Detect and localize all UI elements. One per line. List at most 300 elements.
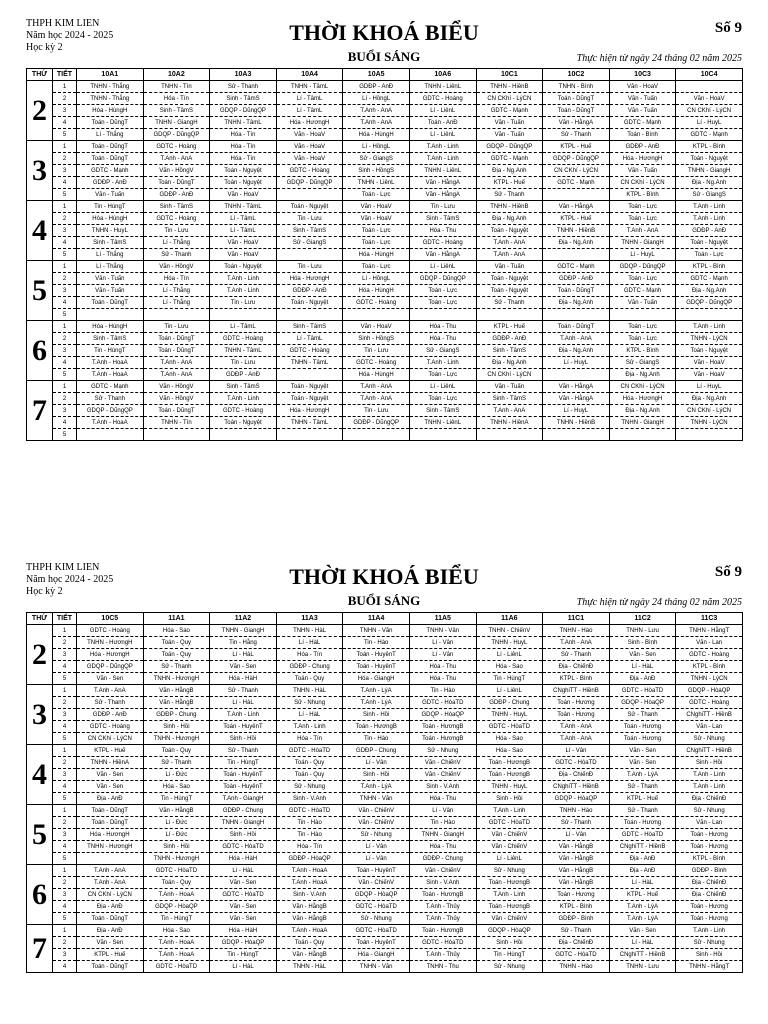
lesson-cell: Toán - DũngT (77, 141, 144, 153)
lesson-cell: TNHN - HươngH (143, 853, 210, 865)
lesson-cell: Văn - HằngB (543, 877, 610, 889)
lesson-cell: Toán - DũngT (143, 333, 210, 345)
period-cell: 4 (53, 117, 77, 129)
lesson-cell: Toán - Lực (409, 369, 476, 381)
class-column-header: 11C1 (543, 613, 610, 625)
lesson-cell: Tin - Lưu (343, 345, 410, 357)
lesson-cell: GDĐP - AnĐ (676, 225, 743, 237)
lesson-cell: Toán - Lực (609, 333, 676, 345)
lesson-cell: Sử - Thanh (476, 297, 543, 309)
lesson-cell: GDTC - Hoàng (343, 357, 410, 369)
lesson-cell: CN CKhí - LýCN (676, 405, 743, 417)
lesson-cell: Tin - HùngT (143, 793, 210, 805)
table-row (27, 177, 743, 189)
lesson-cell: Lí - LiênL (409, 129, 476, 141)
lesson-cell: Văn - HồngV (143, 261, 210, 273)
lesson-cell (676, 81, 743, 93)
lesson-cell: Địa - ChiếnĐ (676, 889, 743, 901)
lesson-cell: Lí - HàL (609, 661, 676, 673)
class-column-header: 11A5 (409, 613, 476, 625)
lesson-cell: T.Anh - LýA (609, 913, 676, 925)
lesson-cell: Toán - HuyênT (343, 937, 410, 949)
lesson-cell: Hóa - HươngH (77, 649, 144, 661)
lesson-cell: T.Anh - HoaA (77, 369, 144, 381)
lesson-cell: Văn - HoaV (609, 81, 676, 93)
lesson-cell: Toán - Hương (676, 829, 743, 841)
class-column-header: 11A3 (276, 613, 343, 625)
lesson-cell: TNHN - GiangH (210, 625, 277, 637)
lesson-cell: Tin - Lưu (276, 213, 343, 225)
lesson-cell: T.Anh - Linh (676, 769, 743, 781)
lesson-cell: Hóa - GiangH (343, 673, 410, 685)
lesson-cell: Toán - HươngB (409, 889, 476, 901)
lesson-cell: T.Anh - Linh (409, 141, 476, 153)
lesson-cell: Toán - Nguyệt (210, 165, 277, 177)
lesson-cell: Văn - HoaV (676, 357, 743, 369)
lesson-cell: Văn - Sen (77, 673, 144, 685)
lesson-cell: Văn - Tuấn (609, 105, 676, 117)
lesson-cell: CN CKhí - LýCN (77, 733, 144, 745)
lesson-cell: Hóa - Thu (409, 321, 476, 333)
lesson-cell: TNHN - Văn (343, 625, 410, 637)
lesson-cell: GDĐP - Chung (409, 853, 476, 865)
lesson-cell: Sử - Nhung (276, 697, 343, 709)
lesson-cell: Sử - Nhung (343, 913, 410, 925)
lesson-cell: KTPL - Huế (609, 889, 676, 901)
lesson-cell: Toán - Nguyệt (276, 297, 343, 309)
session-label: BUỔI SÁNG (347, 49, 421, 64)
table-row (27, 249, 743, 261)
table-row (27, 117, 743, 129)
table-row (27, 853, 743, 865)
lesson-cell: Toán - Lực (609, 201, 676, 213)
lesson-cell: GDĐP - Chung (343, 745, 410, 757)
lesson-cell: Địa - AnĐ (77, 901, 144, 913)
lesson-cell (676, 429, 743, 441)
lesson-cell: Toán - HuyênT (210, 781, 277, 793)
lesson-cell: GDTC - Mạnh (609, 285, 676, 297)
timetable (26, 612, 743, 973)
lesson-cell: GDĐP - Chung (143, 709, 210, 721)
lesson-cell: GDQP - HòaQP (409, 709, 476, 721)
lesson-cell: Sử - Thanh (77, 697, 144, 709)
lesson-cell: Hóa - HươngH (276, 405, 343, 417)
lesson-cell: KTPL - Bình (676, 141, 743, 153)
lesson-cell: Sử - Nhung (676, 733, 743, 745)
lesson-cell: GDQP - DũngQP (143, 129, 210, 141)
lesson-cell: Sử - Thanh (143, 661, 210, 673)
lesson-cell: TNHN - LýCN (676, 417, 743, 429)
lesson-cell: Lí - HuyL (543, 405, 610, 417)
period-cell: 3 (53, 889, 77, 901)
lesson-cell: TNHN - LýCN (676, 333, 743, 345)
lesson-cell: Tin - Lưu (143, 321, 210, 333)
period-cell: 3 (53, 405, 77, 417)
lesson-cell: Sử - GiangS (343, 153, 410, 165)
lesson-cell: Sử - Nhung (476, 865, 543, 877)
lesson-cell: TNHN - HiềnB (476, 81, 543, 93)
table-row (27, 297, 743, 309)
lesson-cell: GDTC - HòaTD (543, 757, 610, 769)
lesson-cell: Sử - Thanh (476, 189, 543, 201)
lesson-cell: Lí - HàL (276, 637, 343, 649)
period-column-header: TIẾT (53, 69, 77, 81)
lesson-cell: T.Anh - LýA (343, 685, 410, 697)
table-row (27, 625, 743, 637)
period-cell: 5 (53, 853, 77, 865)
lesson-cell: Lí - Đức (143, 769, 210, 781)
table-row (27, 261, 743, 273)
lesson-cell: CNghiTT - HiềnB (676, 745, 743, 757)
lesson-cell: T.Anh - GiangH (210, 793, 277, 805)
period-cell: 3 (53, 285, 77, 297)
lesson-cell: Sinh - Hồi (476, 937, 543, 949)
lesson-cell: GDTC - Hoàng (143, 141, 210, 153)
lesson-cell: GDTC - Hoàng (409, 93, 476, 105)
lesson-cell: Hóa - HàH (210, 853, 277, 865)
class-column-header: 11C2 (609, 613, 676, 625)
period-cell: 5 (53, 249, 77, 261)
period-cell: 2 (53, 757, 77, 769)
period-cell: 2 (53, 393, 77, 405)
lesson-cell: TNHN - TâmL (276, 357, 343, 369)
lesson-cell: Sinh - Hồi (143, 841, 210, 853)
lesson-cell: Lí - HàL (210, 961, 277, 973)
lesson-cell: TNHN - TâmL (210, 201, 277, 213)
lesson-cell: Toán - Lực (409, 393, 476, 405)
lesson-cell: Toán - DũngT (543, 93, 610, 105)
lesson-cell: Sinh - TâmS (77, 333, 144, 345)
lesson-cell: Toán - DũngT (77, 297, 144, 309)
lesson-cell: TNHN - Bình (543, 81, 610, 93)
lesson-cell: Sinh - TâmS (409, 405, 476, 417)
lesson-cell: Sử - GiangS (276, 237, 343, 249)
lesson-cell: T.Anh - AnA (543, 333, 610, 345)
lesson-cell: GDTC - Mạnh (77, 165, 144, 177)
lesson-cell: Hóa - Thu (409, 673, 476, 685)
effective-date: Thực hiện từ ngày 24 tháng 02 năm 2025 (576, 597, 742, 608)
lesson-cell: Toán - DũngT (543, 105, 610, 117)
lesson-cell: Toán - Hương (609, 733, 676, 745)
lesson-cell: Văn - Sen (609, 745, 676, 757)
lesson-cell: Văn - HoaV (210, 237, 277, 249)
lesson-cell: Toán - HươngB (476, 769, 543, 781)
lesson-cell: T.Anh - AnA (476, 249, 543, 261)
period-cell: 3 (53, 165, 77, 177)
table-row (27, 285, 743, 297)
table-row (27, 817, 743, 829)
lesson-cell: TNHN - HuyL (77, 225, 144, 237)
lesson-cell: T.Anh - HoaA (276, 865, 343, 877)
lesson-cell: Tin - Lưu (210, 297, 277, 309)
lesson-cell: TNHN - Tín (143, 417, 210, 429)
table-row (27, 949, 743, 961)
lesson-cell: Tin - HùngT (476, 949, 543, 961)
table-row (27, 925, 743, 937)
lesson-cell: Địa - ChiếnĐ (543, 769, 610, 781)
lesson-cell: T.Anh - LýA (609, 901, 676, 913)
lesson-cell: GDTC - HòaTD (210, 841, 277, 853)
lesson-cell: Lí - HàL (276, 709, 343, 721)
table-row (27, 81, 743, 93)
lesson-cell (210, 309, 277, 321)
lesson-cell: T.Anh - AnA (343, 117, 410, 129)
table-row (27, 709, 743, 721)
day-cell: 6 (27, 865, 53, 925)
period-cell: 5 (53, 429, 77, 441)
lesson-cell: Văn - HằngB (143, 697, 210, 709)
lesson-cell: Lí - HàL (210, 697, 277, 709)
lesson-cell: CN CKhí - LýCN (476, 93, 543, 105)
lesson-cell: Toán - HươngB (476, 757, 543, 769)
period-cell: 1 (53, 321, 77, 333)
period-cell: 3 (53, 769, 77, 781)
lesson-cell: Văn - ChiếnV (476, 841, 543, 853)
lesson-cell: Tin - Hào (276, 817, 343, 829)
lesson-cell: Văn - Lan (676, 637, 743, 649)
lesson-cell: GDĐP - Chung (276, 661, 343, 673)
lesson-cell: Toán - HuyênT (210, 721, 277, 733)
lesson-cell: Hóa - Tín (143, 93, 210, 105)
lesson-cell: KTPL - Bình (543, 901, 610, 913)
lesson-cell: Toán - Hương (543, 709, 610, 721)
timetable-page-1 (26, 18, 742, 441)
lesson-cell: Địa - ChiếnĐ (543, 661, 610, 673)
lesson-cell: Toán - Nguyệt (210, 261, 277, 273)
lesson-cell: TNHN - HươngH (77, 841, 144, 853)
lesson-cell: Hóa - HùngH (77, 321, 144, 333)
lesson-cell: TNHN - TâmL (210, 117, 277, 129)
lesson-cell: Tin - HùngT (210, 949, 277, 961)
lesson-cell: Văn - Sen (210, 877, 277, 889)
lesson-cell: TNHN - LiênL (409, 417, 476, 429)
lesson-cell: Sinh - Hồi (476, 793, 543, 805)
lesson-cell: Toán - DũngT (143, 345, 210, 357)
lesson-cell: TNHN - GiangH (609, 417, 676, 429)
lesson-cell: CN CKhí - LýCN (476, 369, 543, 381)
lesson-cell: Địa - Ng.Anh (609, 369, 676, 381)
page-title: THỜI KHOÁ BIỂU (289, 564, 479, 589)
lesson-cell: KTPL - Huế (77, 745, 144, 757)
lesson-cell: Hóa - Tín (143, 273, 210, 285)
lesson-cell: KTPL - Bình (676, 661, 743, 673)
lesson-cell: T.Anh - AnA (543, 637, 610, 649)
table-row (27, 357, 743, 369)
lesson-cell: Hóa - GiangH (343, 949, 410, 961)
lesson-cell: Sinh - TâmS (409, 213, 476, 225)
lesson-cell: Toán - DũngT (143, 405, 210, 417)
lesson-cell: Hóa - Tín (210, 141, 277, 153)
period-cell: 4 (53, 721, 77, 733)
lesson-cell: T.Anh - Linh (676, 925, 743, 937)
lesson-cell: Sử - Thanh (77, 393, 144, 405)
lesson-cell: Sinh - V.Anh (409, 877, 476, 889)
lesson-cell: GDTC - Mạnh (476, 153, 543, 165)
lesson-cell: GDTC - Mạnh (77, 381, 144, 393)
lesson-cell: GDQP - DũngQP (276, 177, 343, 189)
table-row (27, 369, 743, 381)
lesson-cell: Toán - Quy (276, 673, 343, 685)
lesson-cell: GDQP - DũngQP (609, 261, 676, 273)
table-row (27, 781, 743, 793)
class-column-header: 10C3 (609, 69, 676, 81)
period-cell: 5 (53, 309, 77, 321)
lesson-cell: GDĐP - AnĐ (609, 141, 676, 153)
period-cell: 2 (53, 153, 77, 165)
lesson-cell: TNHN - GiangH (609, 237, 676, 249)
school-year: Năm học 2024 - 2025 (26, 574, 114, 585)
lesson-cell: TNHN - LiênL (409, 81, 476, 93)
lesson-cell (143, 309, 210, 321)
lesson-cell: Sinh - Hồi (143, 721, 210, 733)
lesson-cell: GDQP - HòaQP (543, 793, 610, 805)
period-cell: 5 (53, 733, 77, 745)
lesson-cell: Toán - Hương (543, 697, 610, 709)
lesson-cell: GDĐP - Chung (476, 697, 543, 709)
lesson-cell: T.Anh - AnA (543, 721, 610, 733)
class-column-header: 11A1 (143, 613, 210, 625)
lesson-cell: Hóa - Tín (210, 129, 277, 141)
lesson-cell: Văn - Sen (210, 901, 277, 913)
lesson-cell: Văn - HằngA (543, 201, 610, 213)
lesson-cell: Lí - HàL (609, 937, 676, 949)
lesson-cell: Sử - Thanh (609, 709, 676, 721)
lesson-cell: TNHN - GiangH (143, 117, 210, 129)
lesson-cell: T.Anh - Linh (676, 213, 743, 225)
lesson-cell: Sinh - TâmS (210, 381, 277, 393)
page-title: THỜI KHOÁ BIỂU (289, 20, 479, 45)
lesson-cell: T.Anh - Thủy (409, 901, 476, 913)
lesson-cell: Toán - HuyênT (343, 865, 410, 877)
lesson-cell: Sinh - HồngS (343, 333, 410, 345)
lesson-cell: Tin - Lưu (210, 357, 277, 369)
lesson-cell: GDTC - Hoàng (276, 165, 343, 177)
lesson-cell: Sinh - Bình (609, 637, 676, 649)
period-cell: 1 (53, 141, 77, 153)
lesson-cell: Toán - HươngB (409, 925, 476, 937)
lesson-cell: Sinh - V.Anh (276, 889, 343, 901)
lesson-cell: TNHN - Thắng (77, 93, 144, 105)
lesson-cell: Văn - HằngA (409, 189, 476, 201)
lesson-cell: T.Anh - Linh (210, 273, 277, 285)
lesson-cell (409, 429, 476, 441)
lesson-cell: KTPL - Huế (476, 177, 543, 189)
lesson-cell: Văn - HằngA (543, 381, 610, 393)
lesson-cell: KTPL - Bình (543, 673, 610, 685)
lesson-cell: GDĐP - AnĐ (210, 369, 277, 381)
table-row (27, 393, 743, 405)
table-row (27, 273, 743, 285)
header-row (27, 613, 743, 625)
lesson-cell: GDĐP - AnĐ (343, 81, 410, 93)
table-row (27, 889, 743, 901)
period-cell: 4 (53, 961, 77, 973)
lesson-cell: Hóa - Sao (143, 781, 210, 793)
lesson-cell: GDQP - DũngQP (210, 105, 277, 117)
lesson-cell: Toán - Quy (143, 745, 210, 757)
lesson-cell: Sử - GiangS (409, 345, 476, 357)
lesson-cell: GDTC - HòaTD (143, 961, 210, 973)
lesson-cell (476, 309, 543, 321)
lesson-cell: Toán - HươngB (476, 877, 543, 889)
class-column-header: 10C5 (77, 613, 144, 625)
lesson-cell: Văn - Tuấn (77, 285, 144, 297)
lesson-cell: Toán - Nguyệt (210, 417, 277, 429)
lesson-cell: Lí - LiênL (476, 685, 543, 697)
lesson-cell: Lí - TâmL (210, 225, 277, 237)
lesson-cell: Văn - ChiếnV (343, 877, 410, 889)
lesson-cell: CN CKhí - LýCN (609, 177, 676, 189)
lesson-cell: Toán - Nguyệt (276, 381, 343, 393)
lesson-cell: Văn - HằngA (543, 393, 610, 405)
lesson-cell (276, 249, 343, 261)
lesson-cell: Văn - Lan (676, 721, 743, 733)
lesson-cell: Địa - AnĐ (609, 853, 676, 865)
lesson-cell: Hóa - Tín (276, 649, 343, 661)
lesson-cell: GDTC - Hoàng (676, 649, 743, 661)
lesson-cell: Toán - HuyênT (343, 661, 410, 673)
period-cell: 5 (53, 673, 77, 685)
lesson-cell: GDTC - Hoàng (143, 213, 210, 225)
lesson-cell: Địa - Ng.Anh (543, 345, 610, 357)
lesson-cell: Địa - Ng.Anh (476, 213, 543, 225)
lesson-cell: Lí - Vân (409, 649, 476, 661)
lesson-cell: Toán - Nguyệt (276, 393, 343, 405)
lesson-cell: GDTC - HòaTD (409, 697, 476, 709)
lesson-cell: Toán - Quy (143, 877, 210, 889)
lesson-cell: Sử - Thanh (609, 805, 676, 817)
lesson-cell: Văn - Sen (77, 781, 144, 793)
period-cell: 3 (53, 829, 77, 841)
lesson-cell: GDTC - HòaTD (543, 949, 610, 961)
period-cell: 4 (53, 901, 77, 913)
class-column-header: 10A1 (77, 69, 144, 81)
lesson-cell: GDTC - HòaTD (343, 925, 410, 937)
lesson-cell: Sinh - TâmS (276, 225, 343, 237)
period-cell: 2 (53, 333, 77, 345)
lesson-cell: GDTC - Mạnh (676, 273, 743, 285)
lesson-cell: Toán - Bình (609, 129, 676, 141)
lesson-cell: GDTC - HòaTD (409, 937, 476, 949)
table-row (27, 321, 743, 333)
lesson-cell: Toán - HươngB (476, 901, 543, 913)
lesson-cell: Toán - Lực (609, 273, 676, 285)
lesson-cell: Lí - Thắng (143, 297, 210, 309)
lesson-cell: Lí - Đức (143, 817, 210, 829)
table-row (27, 165, 743, 177)
lesson-cell: Toán - Quy (276, 937, 343, 949)
lesson-cell: GDQP - DũngQP (476, 141, 543, 153)
period-cell: 1 (53, 685, 77, 697)
lesson-cell: Địa - Ng.Anh (543, 297, 610, 309)
lesson-cell: Lí - Thắng (77, 129, 144, 141)
period-cell: 2 (53, 697, 77, 709)
period-cell: 4 (53, 841, 77, 853)
table-row (27, 733, 743, 745)
lesson-cell: Sử - Nhung (276, 781, 343, 793)
lesson-cell: TNHN - LiênL (343, 177, 410, 189)
lesson-cell (276, 309, 343, 321)
lesson-cell (543, 309, 610, 321)
lesson-cell: Tin - HùngT (77, 201, 144, 213)
lesson-cell: GDĐP - AnĐ (276, 285, 343, 297)
day-cell: 7 (27, 381, 53, 441)
table-row (27, 745, 743, 757)
period-cell: 4 (53, 297, 77, 309)
table-row (27, 309, 743, 321)
lesson-cell: Toán - Lực (409, 285, 476, 297)
table-row (27, 649, 743, 661)
